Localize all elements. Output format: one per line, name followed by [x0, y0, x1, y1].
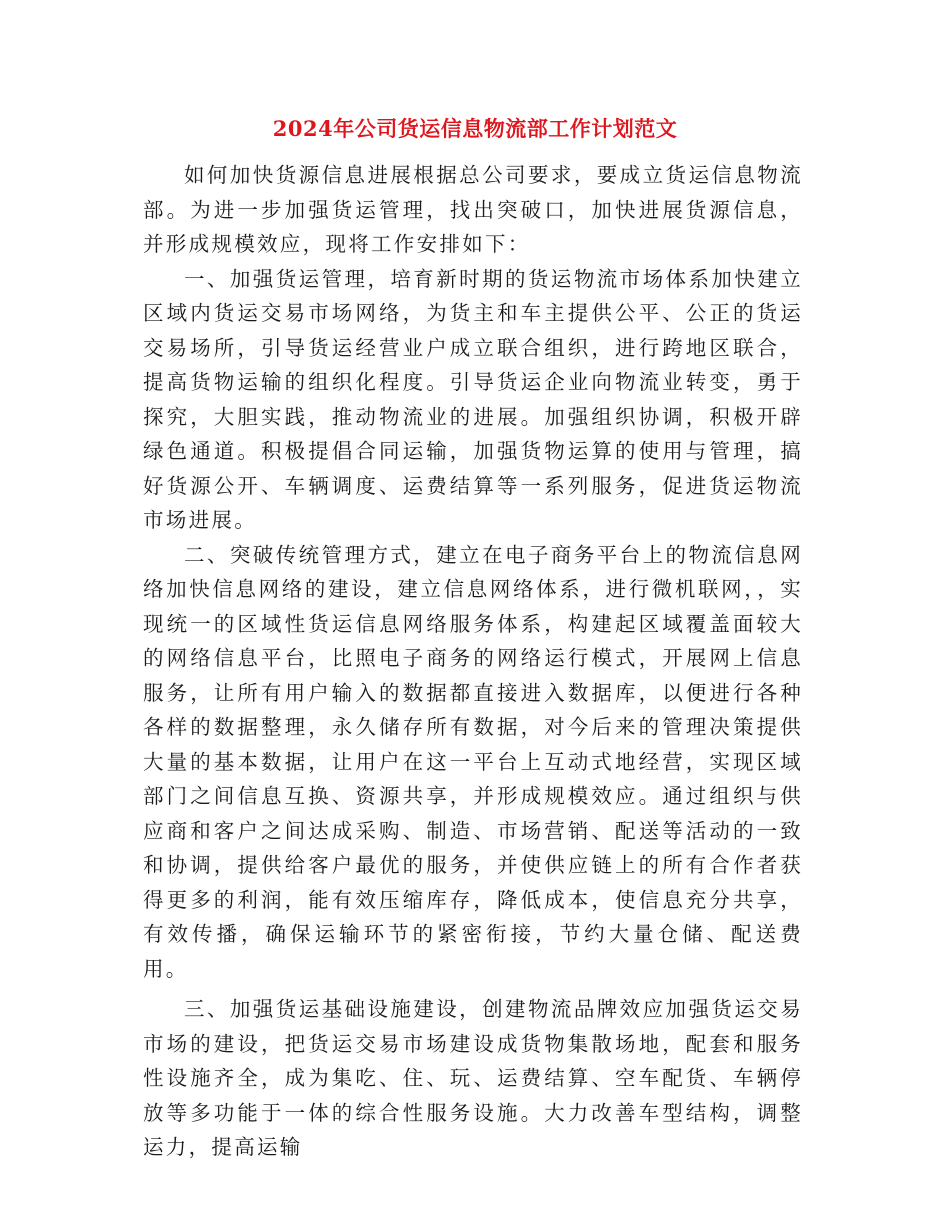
document-title: 2024年公司货运信息物流部工作计划范文 — [272, 116, 678, 141]
document-body — [143, 158, 803, 1165]
paragraph-section-3: 三、加强货运基础设施建设，创建物流品牌效应加强货运交易市场的建设，把货运交易市场建设成货物集散场地，配套和服务性设施齐全，成为集吃、住、玩、运费结算、空车配货、车辆停放等多功能于一体的综合性服务设施。大力改善车型结构，调整运力，提高运输 — [143, 997, 803, 1159]
paragraph-intro: 如何加快货源信息进展根据总公司要求，要成立货运信息物流部。为进一步加强货运管理，找出突破口，加快进展货源信息，并形成规模效应，现将工作安排如下： — [143, 163, 803, 256]
paragraph-section-1: 一、加强货运管理，培育新时期的货运物流市场体系加快建立区域内货运交易市场网络，为货主和车主提供公平、公正的货运交易场所，引导货运经营业户成立联合组织，进行跨地区联合，提高货物运输的组织化程度。引导货运企业向物流业转变，勇于探究，大胆实践，推动物流业的进展。加强组织协调，积极开辟绿色通道。积极提倡合同运输，加强货物运算的使用与管理，搞好货源公开、车辆调度、运费结算等一系列服务，促进货运物流市场进展。 — [143, 266, 803, 532]
paragraph-section-2: 二、突破传统管理方式，建立在电子商务平台上的物流信息网络加快信息网络的建设，建立信息网络体系，进行微机联网，，实现统一的区域性货运信息网络服务体系，构建起区域覆盖面较大的网络信息平台，比照电子商务的网络运行模式，开展网上信息服务，让所有用户输入的数据都直接进入数据库，以便进行各种各样的数据整理，永久储存所有数据，对今后来的管理决策提供大量的基本数据，让用户在这一平台上互动式地经营，实现区域部门之间信息互换、资源共享，并形成规模效应。通过组织与供应商和客户之间达成采购、制造、市场营销、配送等活动的一致和协调，提供给客户最优的服务，并使供应链上的所有合作者获得更多的利润，能有效压缩库存，降低成本，使信息充分共享，有效传播，确保运输环节的紧密衔接，节约大量仓储、配送费用。 — [143, 542, 803, 981]
